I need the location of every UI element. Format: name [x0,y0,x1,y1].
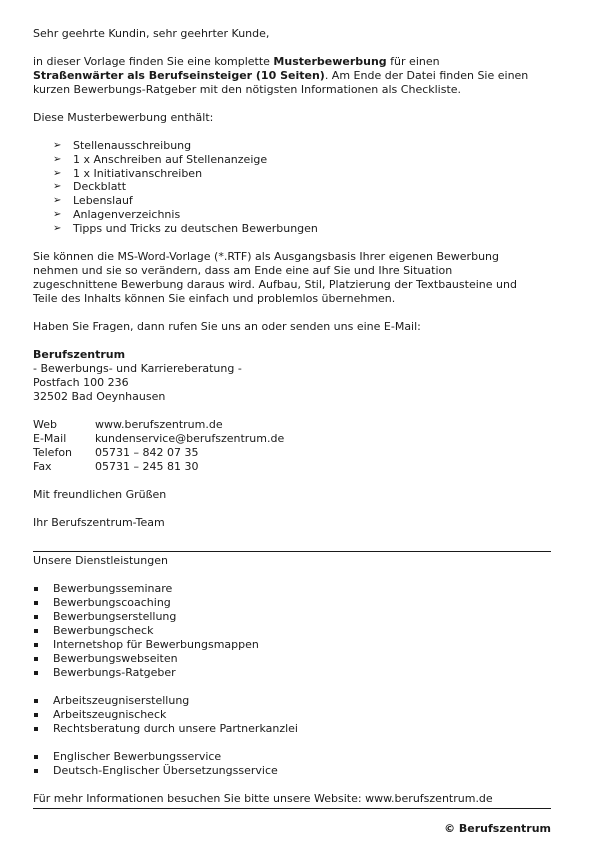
services-list-1 [33,582,551,680]
contents-item-label: Deckblatt [73,180,127,194]
copyright: © Berufszentrum [444,822,551,835]
services-list-2 [33,694,551,736]
service-item [33,666,551,680]
service-item-label: Bewerbungserstellung [53,609,177,623]
contact-value: www.berufszentrum.de [95,417,223,431]
word-paragraph-line: zugeschnittene Bewerbung daraus wird. Aufbau, Stil, Platzierung der Textbausteine und [33,277,517,291]
service-item [33,750,551,764]
service-item-label: Bewerbungscoaching [53,595,171,609]
service-item [33,652,551,666]
service-item-label: Deutsch-Englischer Übersetzungsservice [53,763,278,777]
contents-item [33,222,551,236]
contact-label: Web [33,417,57,431]
intro-line-2 [33,69,551,83]
contact-value: 05731 – 245 81 30 [95,459,199,473]
contact-label: E-Mail [33,431,67,445]
intro-line-3: kurzen Bewerbungs-Ratgeber mit den nötigsten Informationen als Checkliste. [33,83,462,96]
contents-item [33,139,551,153]
contents-item-label: Stellenausschreibung [73,139,192,152]
service-item-label: Arbeitszeugniserstellung [53,693,190,707]
arrow-bullet-icon: ➢ [53,153,62,165]
service-item-label: Englischer Bewerbungsservice [53,749,222,763]
service-item-label: Internetshop für Bewerbungsmappen [53,637,259,651]
services-heading: Unsere Dienstleistungen [33,553,168,567]
square-bullet-icon [34,643,38,647]
intro-bold-1: Musterbewerbung [273,55,387,68]
contents-item [33,153,551,167]
contact-label: Telefon [33,445,73,459]
service-item-label: Bewerbungs-Ratgeber [53,665,176,679]
contents-item [33,208,551,222]
intro-bold-2: Straßenwärter als Berufseinsteiger (10 Seiten) [33,69,325,82]
square-bullet-icon [34,727,38,731]
contents-item-label: 1 x Anschreiben auf Stellenanzeige [73,152,268,166]
address-name [33,348,551,362]
contents-list [33,139,551,236]
intro-line-1 [33,55,551,69]
closing: Mit freundlichen Grüßen [33,487,167,501]
salutation: Sehr geehrte Kundin, sehr geehrter Kunde, [33,27,270,40]
arrow-bullet-icon: ➢ [53,181,62,193]
contact-row [33,460,551,474]
document-page [33,27,551,809]
square-bullet-icon [34,629,38,633]
company-name: Berufszentrum [33,347,126,361]
intro-text-1: in dieser Vorlage finden Sie eine komplette [33,55,274,68]
service-item [33,624,551,638]
arrow-bullet-icon: ➢ [53,167,62,179]
contents-item-label: Tipps und Tricks zu deutschen Bewerbungen [73,221,318,235]
contact-label: Fax [33,459,52,473]
contact-table [33,418,551,474]
contents-item [33,167,551,181]
divider-top [33,551,551,552]
service-item [33,694,551,708]
word-paragraph-line: Sie können die MS-Word-Vorlage (*.RTF) als Ausgangsbasis Ihrer eigenen Bewerbung [33,249,499,263]
intro-text-3: . Am Ende der Datei finden Sie einen [324,69,529,82]
square-bullet-icon [34,755,38,759]
contact-row [33,446,551,460]
arrow-bullet-icon: ➢ [53,140,62,151]
intro-text-2: für einen [386,55,440,68]
service-item-label: Bewerbungscheck [53,623,154,637]
square-bullet-icon [34,769,38,773]
square-bullet-icon [34,699,38,703]
word-paragraph-line: nehmen und sie so verändern, dass am Ende eine auf Sie und Ihre Situation [33,263,453,277]
contact-value: kundenservice@berufszentrum.de [95,431,285,445]
address-city: 32502 Bad Oeynhausen [33,389,166,403]
square-bullet-icon [34,601,38,605]
service-item-label: Bewerbungsseminare [53,581,173,595]
square-bullet-icon [34,671,38,675]
contact-row [33,432,551,446]
contents-item [33,180,551,194]
service-item [33,764,551,778]
address-street: Postfach 100 236 [33,375,129,389]
contents-item-label: Anlagenverzeichnis [73,207,181,221]
arrow-bullet-icon: ➢ [53,195,62,207]
service-item [33,722,551,736]
contents-item-label: 1 x Initiativanschreiben [73,166,203,180]
service-item-label: Arbeitszeugnischeck [53,707,167,721]
services-list-3 [33,750,551,778]
contents-item [33,194,551,208]
square-bullet-icon [34,587,38,591]
word-paragraph-line: Teile des Inhalts können Sie einfach und problemlos übernehmen. [33,291,396,305]
service-item-label: Bewerbungswebseiten [53,651,178,665]
address-subtitle: - Bewerbungs- und Karriereberatung - [33,361,242,375]
service-item [33,638,551,652]
service-item-label: Rechtsberatung durch unsere Partnerkanzlei [53,721,298,735]
square-bullet-icon [34,657,38,661]
arrow-bullet-icon: ➢ [53,222,62,234]
footer-info: Für mehr Informationen besuchen Sie bitte unsere Website: www.berufszentrum.de [33,791,493,805]
square-bullet-icon [34,713,38,717]
square-bullet-icon [34,615,38,619]
service-item [33,708,551,722]
service-item [33,610,551,624]
contents-heading: Diese Musterbewerbung enthält: [33,111,214,124]
signature: Ihr Berufszentrum-Team [33,515,165,529]
contact-row [33,418,551,432]
arrow-bullet-icon: ➢ [53,208,62,220]
service-item [33,596,551,610]
contact-value: 05731 – 842 07 35 [95,445,199,459]
questions-line: Haben Sie Fragen, dann rufen Sie uns an oder senden uns eine E-Mail: [33,319,421,333]
contents-item-label: Lebenslauf [73,194,133,208]
divider-bottom [33,808,551,809]
word-paragraph [33,250,551,306]
service-item [33,582,551,596]
